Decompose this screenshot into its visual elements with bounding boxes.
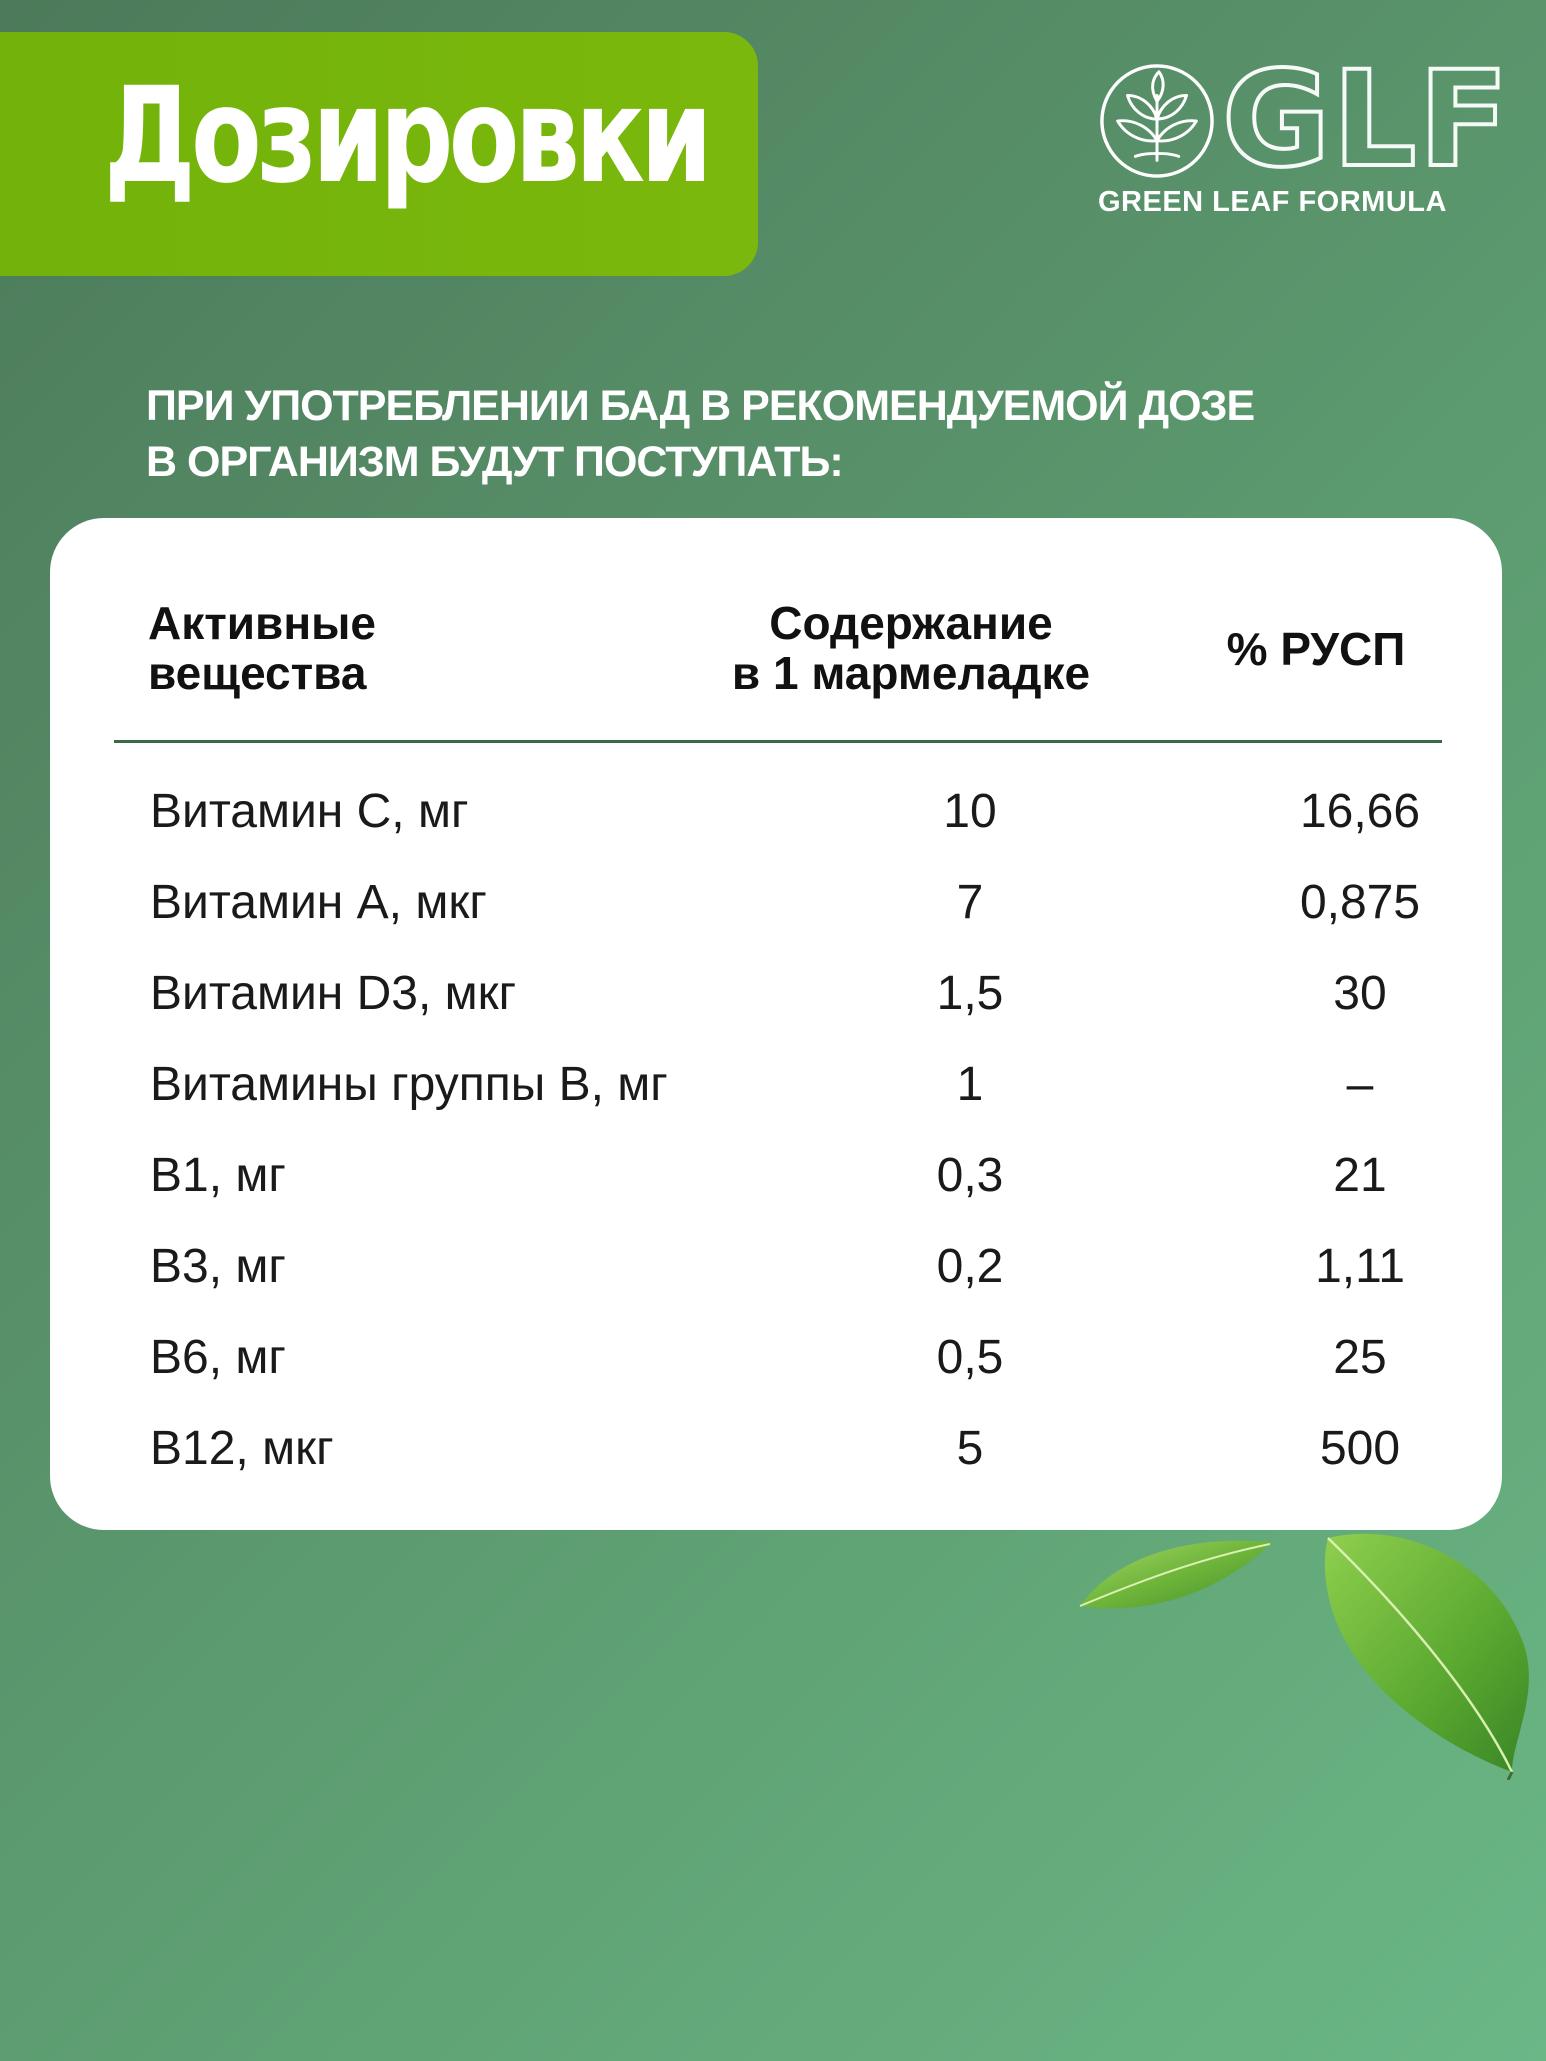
row-amount: 0,3	[936, 1149, 1004, 1202]
header-content-per-gummy	[686, 598, 1136, 698]
header-amount-line-2: в 1 мармеладке	[731, 647, 1091, 699]
intro-line-2: В ОРГАНИЗМ БУДУТ ПОСТУПАТЬ:	[146, 438, 843, 486]
intro-text	[146, 378, 1406, 490]
row-name: Витамин А, мкг	[150, 876, 487, 929]
dosage-table-card	[50, 518, 1502, 1530]
row-percent: 500	[1319, 1422, 1401, 1475]
logo-letters: GLF	[1222, 43, 1511, 197]
row-name: В12, мкг	[150, 1422, 334, 1475]
table-row	[50, 1403, 1502, 1494]
header-amount-line-1: Содержание	[769, 597, 1053, 649]
row-amount: 1,5	[936, 967, 1004, 1020]
table-row	[50, 1221, 1502, 1312]
row-name: В6, мг	[150, 1331, 286, 1384]
table-row	[50, 1130, 1502, 1221]
row-name: В1, мг	[150, 1149, 286, 1202]
row-amount: 5	[956, 1422, 984, 1475]
page-title: Дозировки	[104, 59, 708, 213]
green-leaves-decoration	[1072, 1520, 1546, 1780]
title-banner	[0, 32, 758, 276]
row-amount: 0,2	[936, 1240, 1004, 1293]
header-divider	[114, 740, 1442, 743]
table-body	[50, 766, 1502, 1494]
table-row	[50, 766, 1502, 857]
table-row	[50, 948, 1502, 1039]
logo-tagline: GREEN LEAF FORMULA	[1098, 186, 1447, 218]
row-percent: 1,11	[1315, 1240, 1405, 1293]
row-amount: 1	[956, 1058, 984, 1111]
leaf-right	[1325, 1534, 1529, 1772]
leaf-circle-logo-icon	[1098, 62, 1216, 180]
row-percent: 30	[1333, 967, 1387, 1020]
table-row	[50, 857, 1502, 948]
table-row	[50, 1312, 1502, 1403]
row-percent: 16,66	[1299, 785, 1421, 838]
row-percent: 25	[1333, 1331, 1387, 1384]
row-percent: 21	[1333, 1149, 1387, 1202]
brand-logo	[1098, 43, 1511, 220]
table-row	[50, 1039, 1502, 1130]
header-name-line-2: вещества	[148, 647, 367, 699]
header-name-line-1: Активные	[148, 597, 376, 649]
row-amount: 10	[943, 785, 997, 838]
row-name: В3, мг	[150, 1240, 286, 1293]
header-active-substances	[148, 598, 376, 698]
row-name: Витамины группы В, мг	[150, 1058, 668, 1111]
header-percent-rusp: % РУСП	[1226, 623, 1406, 675]
row-name: Витамин С, мг	[150, 785, 469, 838]
row-percent: –	[1346, 1058, 1374, 1111]
row-amount: 7	[956, 876, 984, 929]
row-amount: 0,5	[936, 1331, 1004, 1384]
row-percent: 0,875	[1299, 876, 1421, 929]
row-name: Витамин D3, мкг	[150, 967, 517, 1020]
intro-line-1: ПРИ УПОТРЕБЛЕНИИ БАД В РЕКОМЕНДУЕМОЙ ДОЗЕ	[146, 382, 1255, 430]
